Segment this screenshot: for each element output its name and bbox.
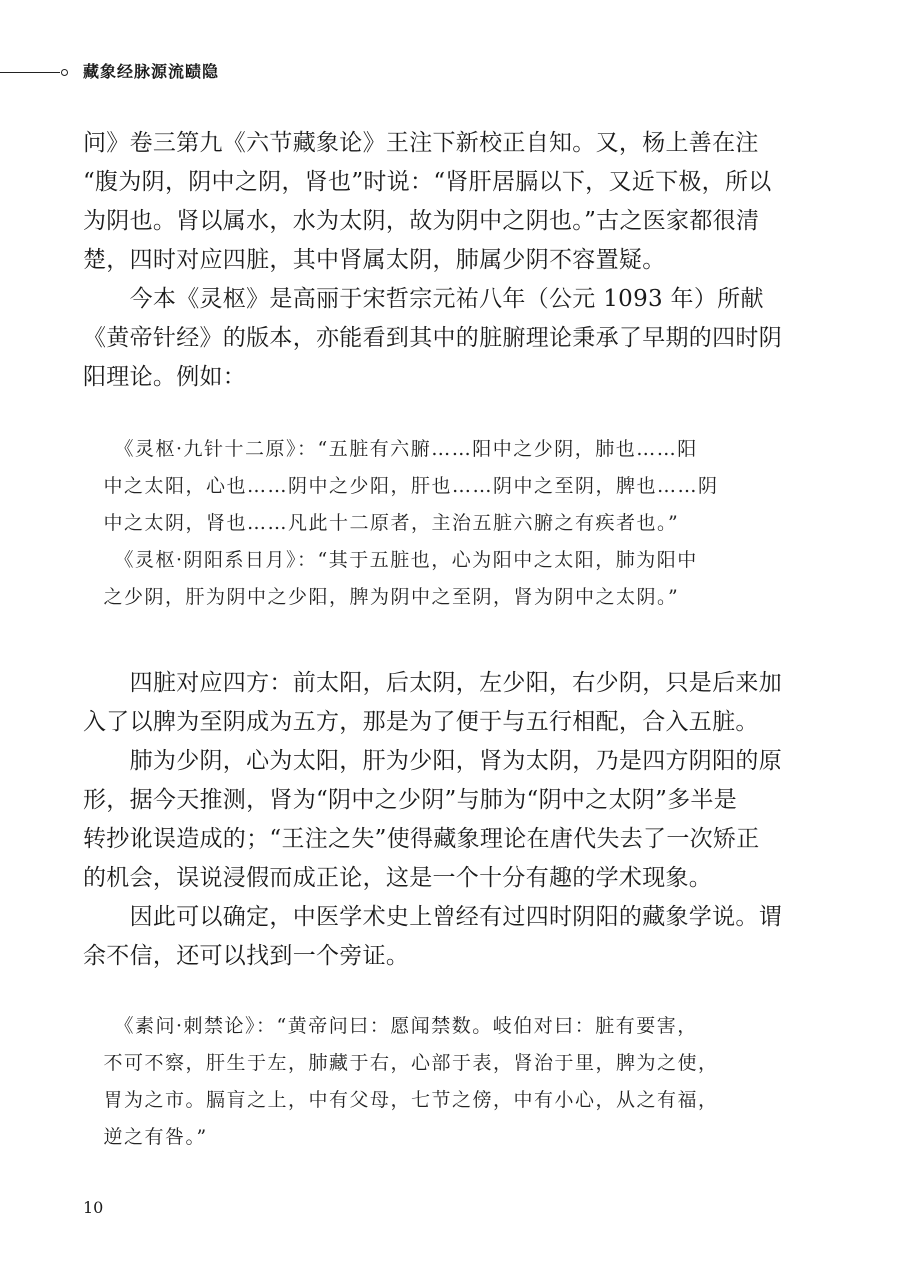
quote-line: 《素问·刺禁论》：“黄帝问曰：愿闻禁数。岐伯对曰：脏有要害， [83,1015,698,1037]
quote-line: 之少阴，肝为阴中之少阳，脾为阴中之至阴，肾为阴中之太阴。” [83,586,680,608]
block-quote-suwen [83,1008,755,1156]
quote-line: 《灵枢·阴阳系日月》：“其于五脏也，心为阳中之太阳，肺为阳中 [83,549,698,571]
text-line: 为阴也。肾以属水，水为太阴，故为阴中之阴也。”古之医家都很清 [83,208,760,234]
text-line: 的机会，误说浸假而成正论，这是一个十分有趣的学术现象。 [83,865,713,891]
text-line: 阳理论。例如： [83,364,247,390]
text-line: 四脏对应四方：前太阳，后太阴，左少阳，右少阴，只是后来加 [83,670,782,696]
main-text-section-1 [83,124,782,397]
text-line: 形，据今天推测，肾为“阴中之少阴”与肺为“阴中之太阴”多半是 [83,787,738,813]
text-line: 入了以脾为至阴成为五方，那是为了便于与五行相配，合入五脏。 [83,709,759,735]
text-line: 转抄讹误造成的；“王注之失”使得藏象理论在唐代失去了一次矫正 [83,826,760,852]
quote-line: 不可不察，肝生于左，肺藏于右，心部于表，肾治于里，脾为之使， [83,1052,719,1074]
quote-line: 中之太阳，心也……阴中之少阳，肝也……阴中之至阴，脾也……阴 [83,475,719,497]
quote-line: 胃为之市。膈肓之上，中有父母，七节之傍，中有小心，从之有福， [83,1089,719,1111]
page-number: 10 [83,1198,104,1217]
text-line: 《黄帝针经》的版本，亦能看到其中的脏腑理论秉承了早期的四时阴 [83,325,782,351]
header-rule-line [0,72,60,73]
text-line: 肺为少阴，心为太阳，肝为少阳，肾为太阴，乃是四方阴阳的原 [83,748,782,774]
block-quote-lingshu [83,431,755,616]
text-line: 余不信，还可以找到一个旁证。 [83,943,410,969]
text-line: 问》卷三第九《六节藏象论》王注下新校正自知。又，杨上善在注 [83,130,759,156]
main-text-section-2 [83,664,782,976]
text-line: 楚，四时对应四脏，其中肾属太阴，肺属少阴不容置疑。 [83,247,666,273]
text-line: “腹为阴，阴中之阴，肾也”时说：“肾肝居膈以下，又近下极，所以 [83,169,772,195]
running-head [0,60,400,84]
header-rule-dot-icon [61,69,68,76]
quote-line: 逆之有咎。” [83,1126,208,1148]
quote-line: 中之太阴，肾也……凡此十二原者，主治五脏六腑之有疾者也。” [83,512,680,534]
text-line: 因此可以确定，中医学术史上曾经有过四时阴阳的藏象学说。谓 [83,904,782,930]
quote-line: 《灵枢·九针十二原》：“五脏有六腑……阳中之少阴，肺也……阳 [83,438,698,460]
text-line: 今本《灵枢》是高丽于宋哲宗元祐八年（公元 1093 年）所献 [83,286,764,312]
book-title: 藏象经脉源流赜隐 [83,62,220,81]
